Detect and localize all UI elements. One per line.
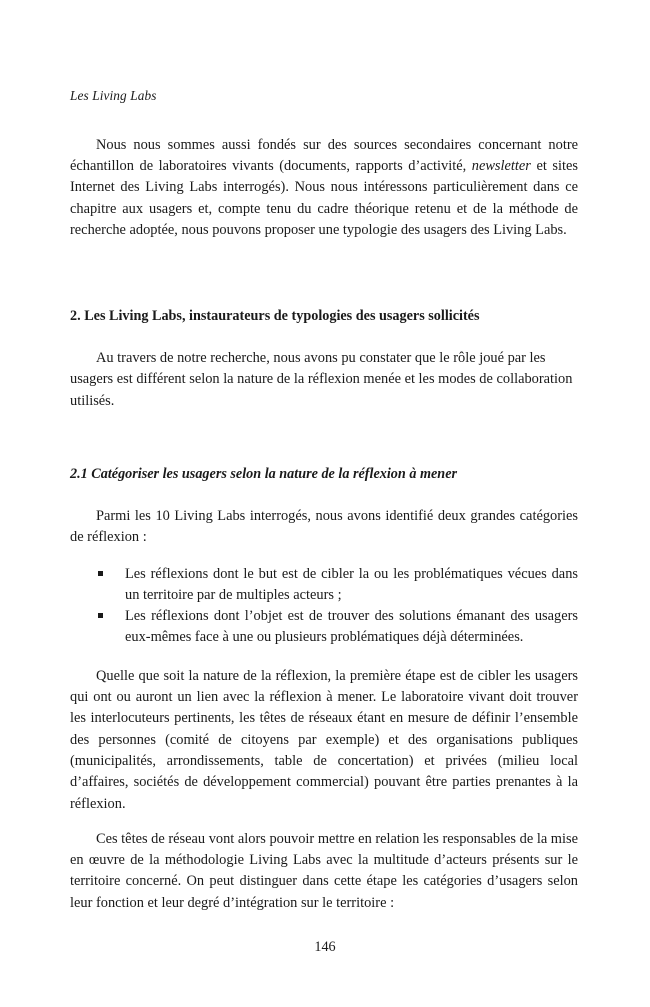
page-number: 146 (314, 939, 336, 955)
section-paragraph: Au travers de notre recherche, nous avons pu constater que le rôle joué par les usagers est différent selon la nature de la réflexion menée et les modes de collaboration utilisés. (70, 350, 573, 409)
paragraph-network-leaders: Ces têtes de réseau vont alors pouvoir mettre en relation les responsables de la mise en œuvre de la méthodologie Living Labs avec la multitude d’acteurs présents sur le territoire concerné. On peut distinguer dans cette étape les catégories d’usagers selon leur fonction et leur degré d’intégration sur le territoire : (70, 830, 578, 911)
paragraph-targeting-users: Quelle que soit la nature de la réflexion, la première étape est de cibler les usagers qui ont ou auront un lien avec la réflexion à mener. Le laboratoire vivant doit trouver les interlocuteurs pertinents, les têtes de réseaux étant en mesure de définir l’ensemble des personnes (comité de citoyens par exemple) et des organisations publiques (municipalités, arrondissements, table de concertation) et privées (milieu local d’affaires, sociétés de développement commercial) pouvant être parties prenantes à la réflexion. (70, 667, 578, 812)
intro-paragraph-part1: Nous nous sommes aussi fondés sur des sources secondaires concernant notre échantillon de laboratoires vivants (documents, rapports d’activité, (70, 136, 578, 174)
section-heading-2: 2. Les Living Labs, instaurateurs de typologies des usagers sollicités (70, 308, 480, 325)
page-content (70, 88, 578, 914)
subsection-paragraph: Parmi les 10 Living Labs interrogés, nous avons identifié deux grandes catégories de réflexion : (70, 507, 578, 546)
square-bullet-icon (98, 564, 103, 585)
spacer (70, 326, 578, 348)
reflection-categories-list (70, 564, 578, 649)
square-bullet-icon (98, 606, 103, 627)
list-item (70, 564, 578, 607)
list-item-text: Les réflexions dont le but est de cibler la ou les problématiques vécues dans un territoire par de multiples acteurs ; (125, 565, 578, 603)
spacer (70, 241, 578, 306)
intro-paragraph (70, 135, 578, 241)
subsection-heading-2-1: 2.1 Catégoriser les usagers selon la nature de la réflexion à mener (70, 465, 458, 482)
intro-paragraph-part2: et sites Internet des Living Labs interrogés). Nous nous intéressons particulièrement dans ce chapitre aux usagers et, compte tenu du cadre théorique retenu et de la méthode de recherche adoptée, nous pouvons proposer une typologie des usagers des Living Labs. (70, 157, 578, 238)
spacer (70, 815, 578, 829)
spacer (70, 484, 578, 506)
spacer (70, 649, 578, 666)
newsletter-italic-term: newsletter (471, 157, 531, 174)
list-item-text: Les réflexions dont l’objet est de trouver des solutions émanant des usagers eux-mêmes face à une ou plusieurs problématiques déjà déterminées. (125, 608, 578, 646)
spacer (70, 549, 578, 564)
running-head: Les Living Labs (70, 88, 157, 103)
spacer (70, 412, 578, 464)
list-item (70, 606, 578, 649)
